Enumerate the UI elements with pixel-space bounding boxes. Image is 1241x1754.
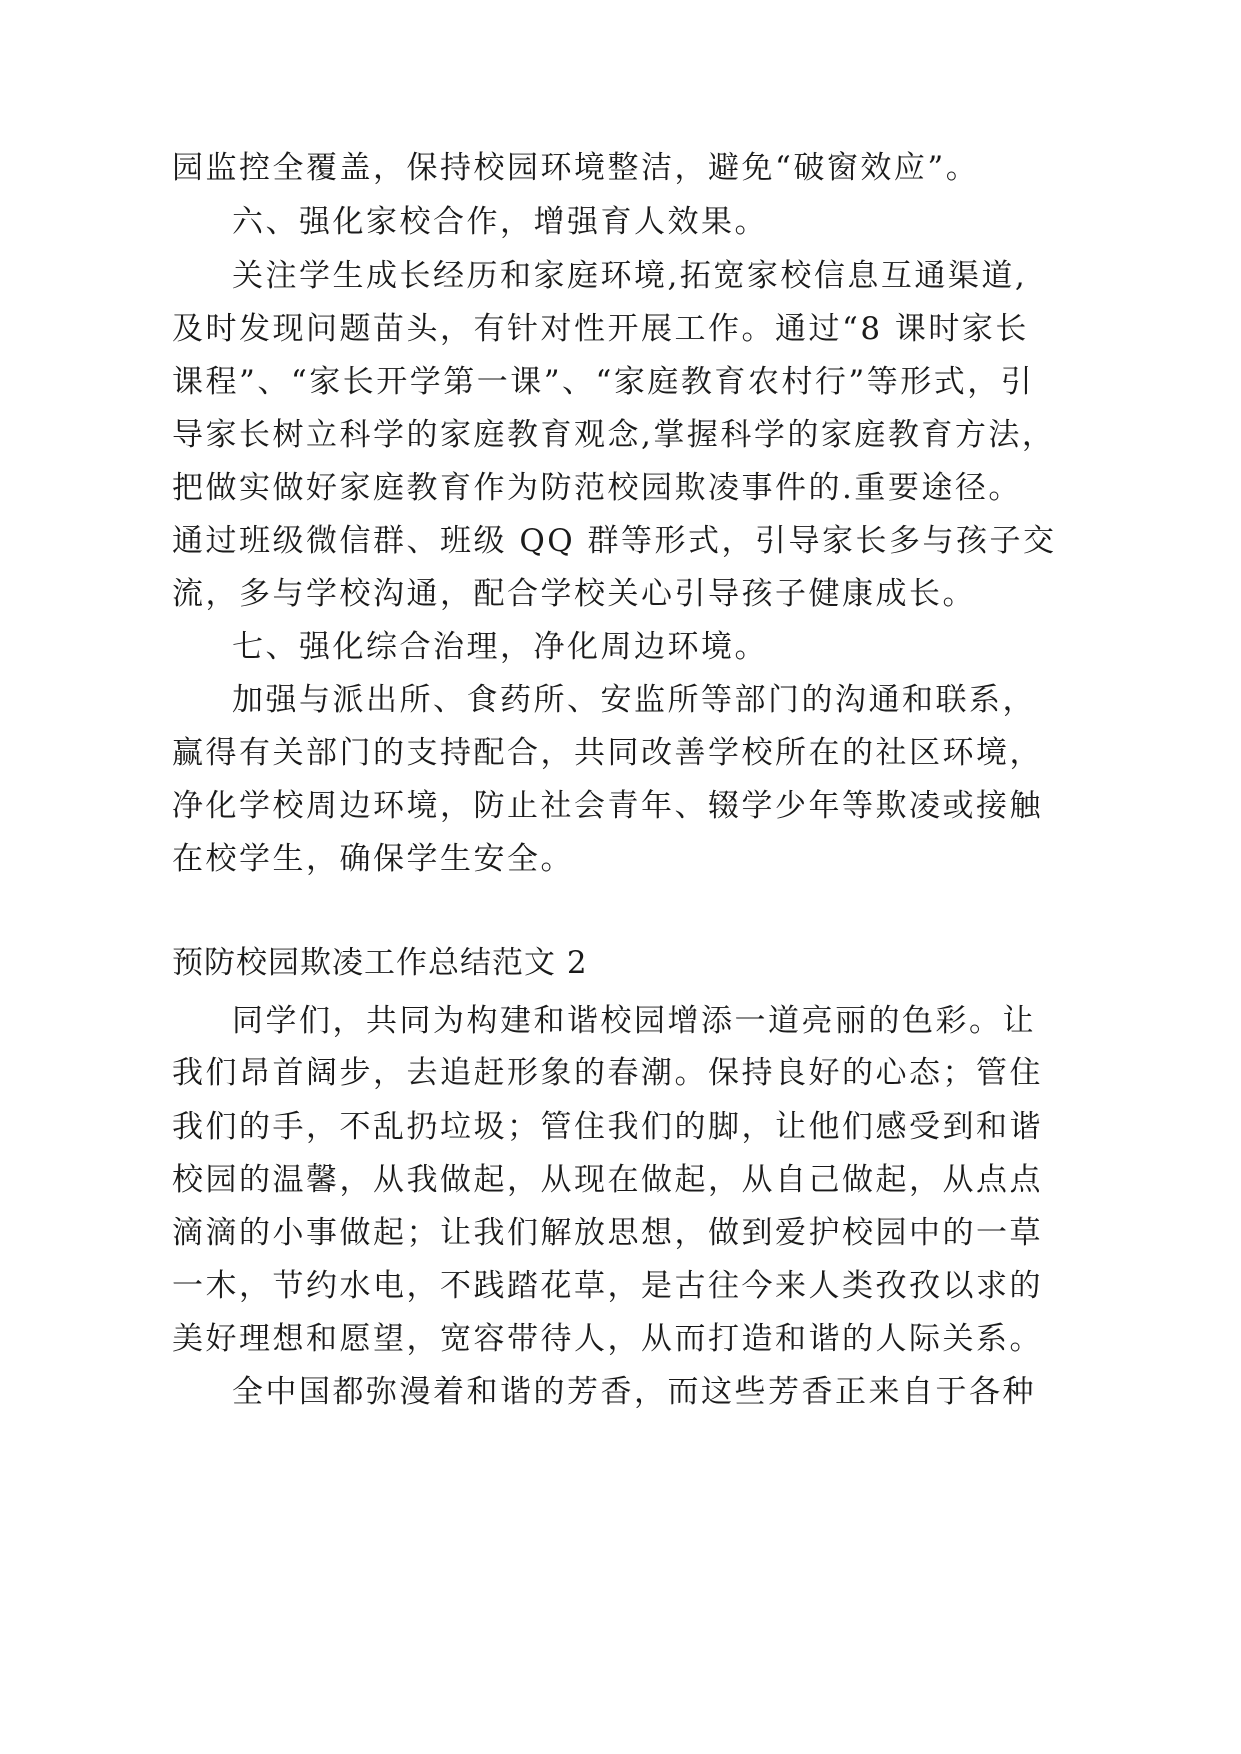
body-line: 及时发现问题苗头，有针对性开展工作。通过“8 课时家长 [172, 311, 1029, 347]
body-line: 净化学校周边环境，防止社会青年、辍学少年等欺凌或接触 [172, 788, 1043, 824]
body-line: 通过班级微信群、班级 QQ 群等形式，引导家长多与孩子交 [172, 523, 1057, 559]
body-line: 导家长树立科学的家庭教育观念,掌握科学的家庭教育方法， [172, 417, 1056, 453]
body-line: 滴滴的小事做起；让我们解放思想，做到爱护校园中的一草 [172, 1215, 1043, 1251]
body-line: 美好理想和愿望，宽容带待人，从而打造和谐的人际关系。 [172, 1321, 1043, 1357]
body-line: 把做实做好家庭教育作为防范校园欺凌事件的.重要途径。 [172, 470, 1022, 506]
body-line: 园监控全覆盖，保持校园环境整洁，避免“破窗效应”。 [172, 150, 980, 186]
body-line: 同学们，共同为构建和谐校园增添一道亮丽的色彩。让 [232, 1003, 1036, 1039]
body-line: 我们昂首阔步，去追赶形象的春潮。保持良好的心态；管住 [172, 1055, 1043, 1091]
body-line: 一木，节约水电，不践踏花草，是古往今来人类孜孜以求的 [172, 1268, 1043, 1304]
body-line: 赢得有关部门的支持配合，共同改善学校所在的社区环境， [172, 735, 1043, 771]
body-line: 在校学生，确保学生安全。 [172, 841, 574, 877]
body-line: 流，多与学校沟通，配合学校关心引导孩子健康成长。 [172, 576, 976, 612]
body-line: 课程”、“家长开学第一课”、“家庭教育农村行”等形式，引 [172, 364, 1035, 400]
section-heading-6: 六、强化家校合作，增强育人效果。 [232, 204, 768, 240]
article-title: 预防校园欺凌工作总结范文 2 [172, 945, 588, 981]
body-line: 全中国都弥漫着和谐的芳香，而这些芳香正来自于各种 [232, 1374, 1036, 1410]
section-heading-7: 七、强化综合治理，净化周边环境。 [232, 629, 768, 665]
body-line: 校园的温馨，从我做起，从现在做起，从自己做起，从点点 [172, 1162, 1043, 1198]
body-line: 加强与派出所、食药所、安监所等部门的沟通和联系， [232, 682, 1036, 718]
body-line: 关注学生成长经历和家庭环境,拓宽家校信息互通渠道, [232, 258, 1028, 294]
body-line: 我们的手，不乱扔垃圾；管住我们的脚，让他们感受到和谐 [172, 1109, 1043, 1145]
